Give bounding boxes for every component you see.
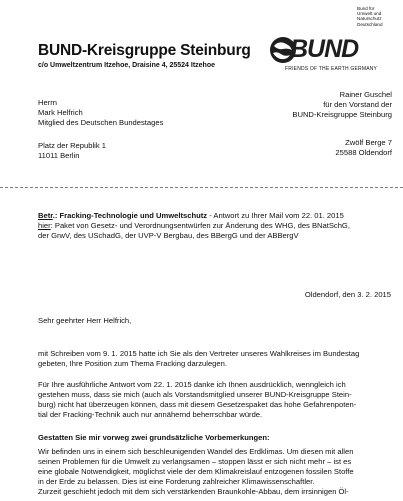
subject-topic: .: Fracking-Technologie und Umweltschutz — [52, 211, 208, 220]
text-line: tial der Fracking-Technik auch nur annähernd beherrschbar würde. — [38, 410, 263, 419]
paragraph-1 — [38, 349, 393, 369]
subject-block — [38, 211, 393, 241]
recipient-title: Mitglied des Deutschen Bundestages — [38, 118, 164, 127]
logo-subtitle: FRIENDS OF THE EARTH GERMANY — [285, 66, 378, 72]
org-name: BUND-Kreisgruppe Steinburg — [38, 42, 251, 59]
recipient-street: Platz der Republik 1 — [38, 141, 106, 150]
bund-logo — [268, 33, 388, 77]
recipient-salutation: Herrn — [38, 98, 57, 107]
bund-note-line: Deutschland — [357, 21, 383, 27]
text-line: Zurzeit geschieht jedoch mit dem sich verstärkenden Braunkohle-Abbau, dem irrsinnigen Öl- — [38, 487, 349, 496]
section-heading: Gestatten Sie mir vorweg zwei grundsätzliche Vorbemerkungen: — [38, 433, 270, 442]
sender-for-line: für den Vorstand der — [323, 100, 392, 109]
sender-city: 25588 Oldendorf — [335, 148, 392, 157]
betr-label: Betr — [38, 211, 53, 220]
letter-date: Oldendorf, den 3. 2. 2015 — [304, 290, 391, 299]
text-line: Für Ihre ausführliche Antwort vom 22. 1. 2015 danke ich Ihnen ausdrücklich, wenngleich ich — [38, 380, 346, 389]
text-line: in der Erde zu belassen. Dies ist eine Forderung zahlreicher Klimawissenschaftler. — [38, 477, 315, 486]
bund-note — [357, 6, 397, 27]
text-line: eine globale Notwendigkeit, möglichst viele der dem Klimakreislauf entzogenen fossilen Stoffe — [38, 467, 354, 476]
logo-word: BUND — [290, 35, 359, 63]
sender-street: Zwölf Berge 7 — [345, 138, 392, 147]
greeting: Sehr geehrter Herr Helfrich, — [38, 316, 132, 325]
hier-label: hier — [38, 221, 51, 230]
recipient-name: Mark Helfrich — [38, 108, 83, 117]
subject-answer: - Antwort zu Ihrer Mail vom 22. 01. 2015 — [209, 211, 344, 220]
text-line: mit Schreiben vom 9. 1. 2015 hatte ich Sie als den Vertreter unseres Wahlkreises im Bundestag — [38, 349, 360, 358]
bund-note-line: Bund für — [357, 6, 375, 11]
sender-name: Rainer Guschel — [339, 90, 392, 99]
org-address: c/o Umweltzentrum Itzehoe, Draisine 4, 25524 Itzehoe — [38, 62, 215, 69]
recipient-city: 11011 Berlin — [38, 151, 80, 160]
paragraph-3 — [38, 447, 393, 497]
paragraph-2 — [38, 380, 393, 420]
subject-line-3: der GrwV, des USchadG, der UVP-V Bergbau, des BBergG und der ABBergV — [38, 231, 299, 240]
dashed-divider — [0, 187, 403, 188]
subject-hier-text: : Paket von Gesetz- und Verordnungsentwürfen zur Änderung des WHG, des BNatSchG, — [50, 221, 350, 230]
sender-group: BUND-Kreisgruppe Steinburg — [292, 110, 392, 119]
subject-line-1 — [38, 211, 393, 221]
subject-line-2 — [38, 221, 393, 231]
text-line: gebeten, Ihre Position zum Thema Fracking darzulegen. — [38, 359, 227, 368]
text-line: Wir befinden uns in einem sich beschleunigenden Wandel des Erdklimas. Um diesen mit allen — [38, 447, 354, 456]
text-line: seinen Problemen für die Umwelt zu verlangsamen – stoppen lässt er sich nicht mehr – ist es — [38, 457, 352, 466]
text-line: gestehen muss, dass sie mich (auch als Vorstandsmitglied unserer BUND-Kreisgruppe Stein- — [38, 390, 352, 399]
bund-note-line: Naturschutz — [357, 16, 382, 22]
text-line: burg) nicht hat überzeugen können, dass mit diesem Gesetzespaket das hohe Gefahrenpoten- — [38, 400, 357, 409]
bund-note-line: Umwelt und — [357, 11, 382, 17]
